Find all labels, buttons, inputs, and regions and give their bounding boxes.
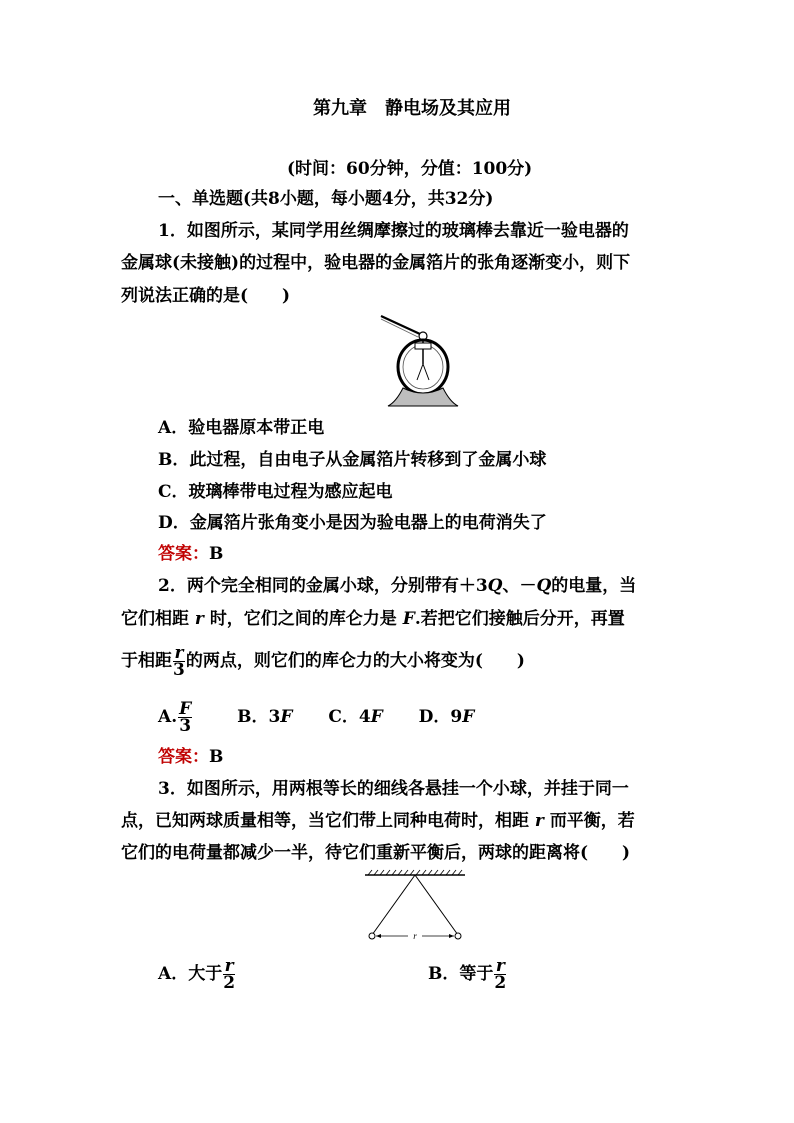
fraction-r-over-3: $\frac{r}{3}$ [173,643,185,680]
q3-line2: 点，已知两球质量相等，当它们带上同种电荷时，相距 r 而平衡，若 [121,811,635,831]
q1-line3: 列说法正确的是( ) [121,286,291,306]
answer-label: 答案： [158,747,209,767]
q2-option-a: A. $\frac{F}{3}$ [158,699,192,736]
q1-line2: 金属球(未接触)的过程中，验电器的金属箔片的张角逐渐变小，则下 [121,253,631,273]
q3-line1: 3．如图所示，用两根等长的细线各悬挂一个小球，并挂于同一 [158,779,629,799]
answer-label: 答案： [158,544,209,564]
page-title: 第九章 静电场及其应用 [313,98,511,119]
electroscope-figure [378,310,464,410]
pendulum-figure [360,868,470,944]
answer-value: B [209,544,224,564]
q2-option-b: B．3F [237,707,293,727]
q2-line1: 2．两个完全相同的金属小球，分别带有＋3Q、－Q的电量，当 [158,576,637,596]
answer-value: B [209,747,224,767]
q2-option-c: C．4F [328,707,383,727]
q1-answer [158,542,223,566]
q2-answer [158,745,223,769]
q1-option-c: C．玻璃棒带电过程为感应起电 [158,482,393,502]
q1-line1: 1．如图所示，某同学用丝绸摩擦过的玻璃棒去靠近一验电器的 [158,221,629,241]
section-heading: 一、单选题(共8小题，每小题4分，共32分) [158,189,494,209]
q2-option-d: D．9F [418,707,475,727]
q3-option-b: B．等于 $\frac{r}{2}$ [428,956,507,993]
q1-option-a: A．验电器原本带正电 [158,418,325,438]
q2-line2: 它们相距 r 时，它们之间的库仑力是 F.若把它们接触后分开，再置 [121,609,625,629]
q2-line3: 于相距 $\frac{r}{3}$ 的两点，则它们的库仑力的大小将变为( ) [121,643,525,680]
q1-option-b: B．此过程，自由电子从金属箔片转移到了金属小球 [158,450,547,470]
distance-label: r [413,931,417,941]
q1-option-d: D．金属箔片张角变小是因为验电器上的电荷消失了 [158,513,547,533]
q3-option-a: A．大于 $\frac{r}{2}$ [158,956,236,993]
time-info: (时间：60分钟，分值：100分) [287,159,533,179]
q3-line3: 它们的电荷量都减少一半，待它们重新平衡后，两球的距离将( ) [121,843,631,863]
q2-options [158,701,474,734]
